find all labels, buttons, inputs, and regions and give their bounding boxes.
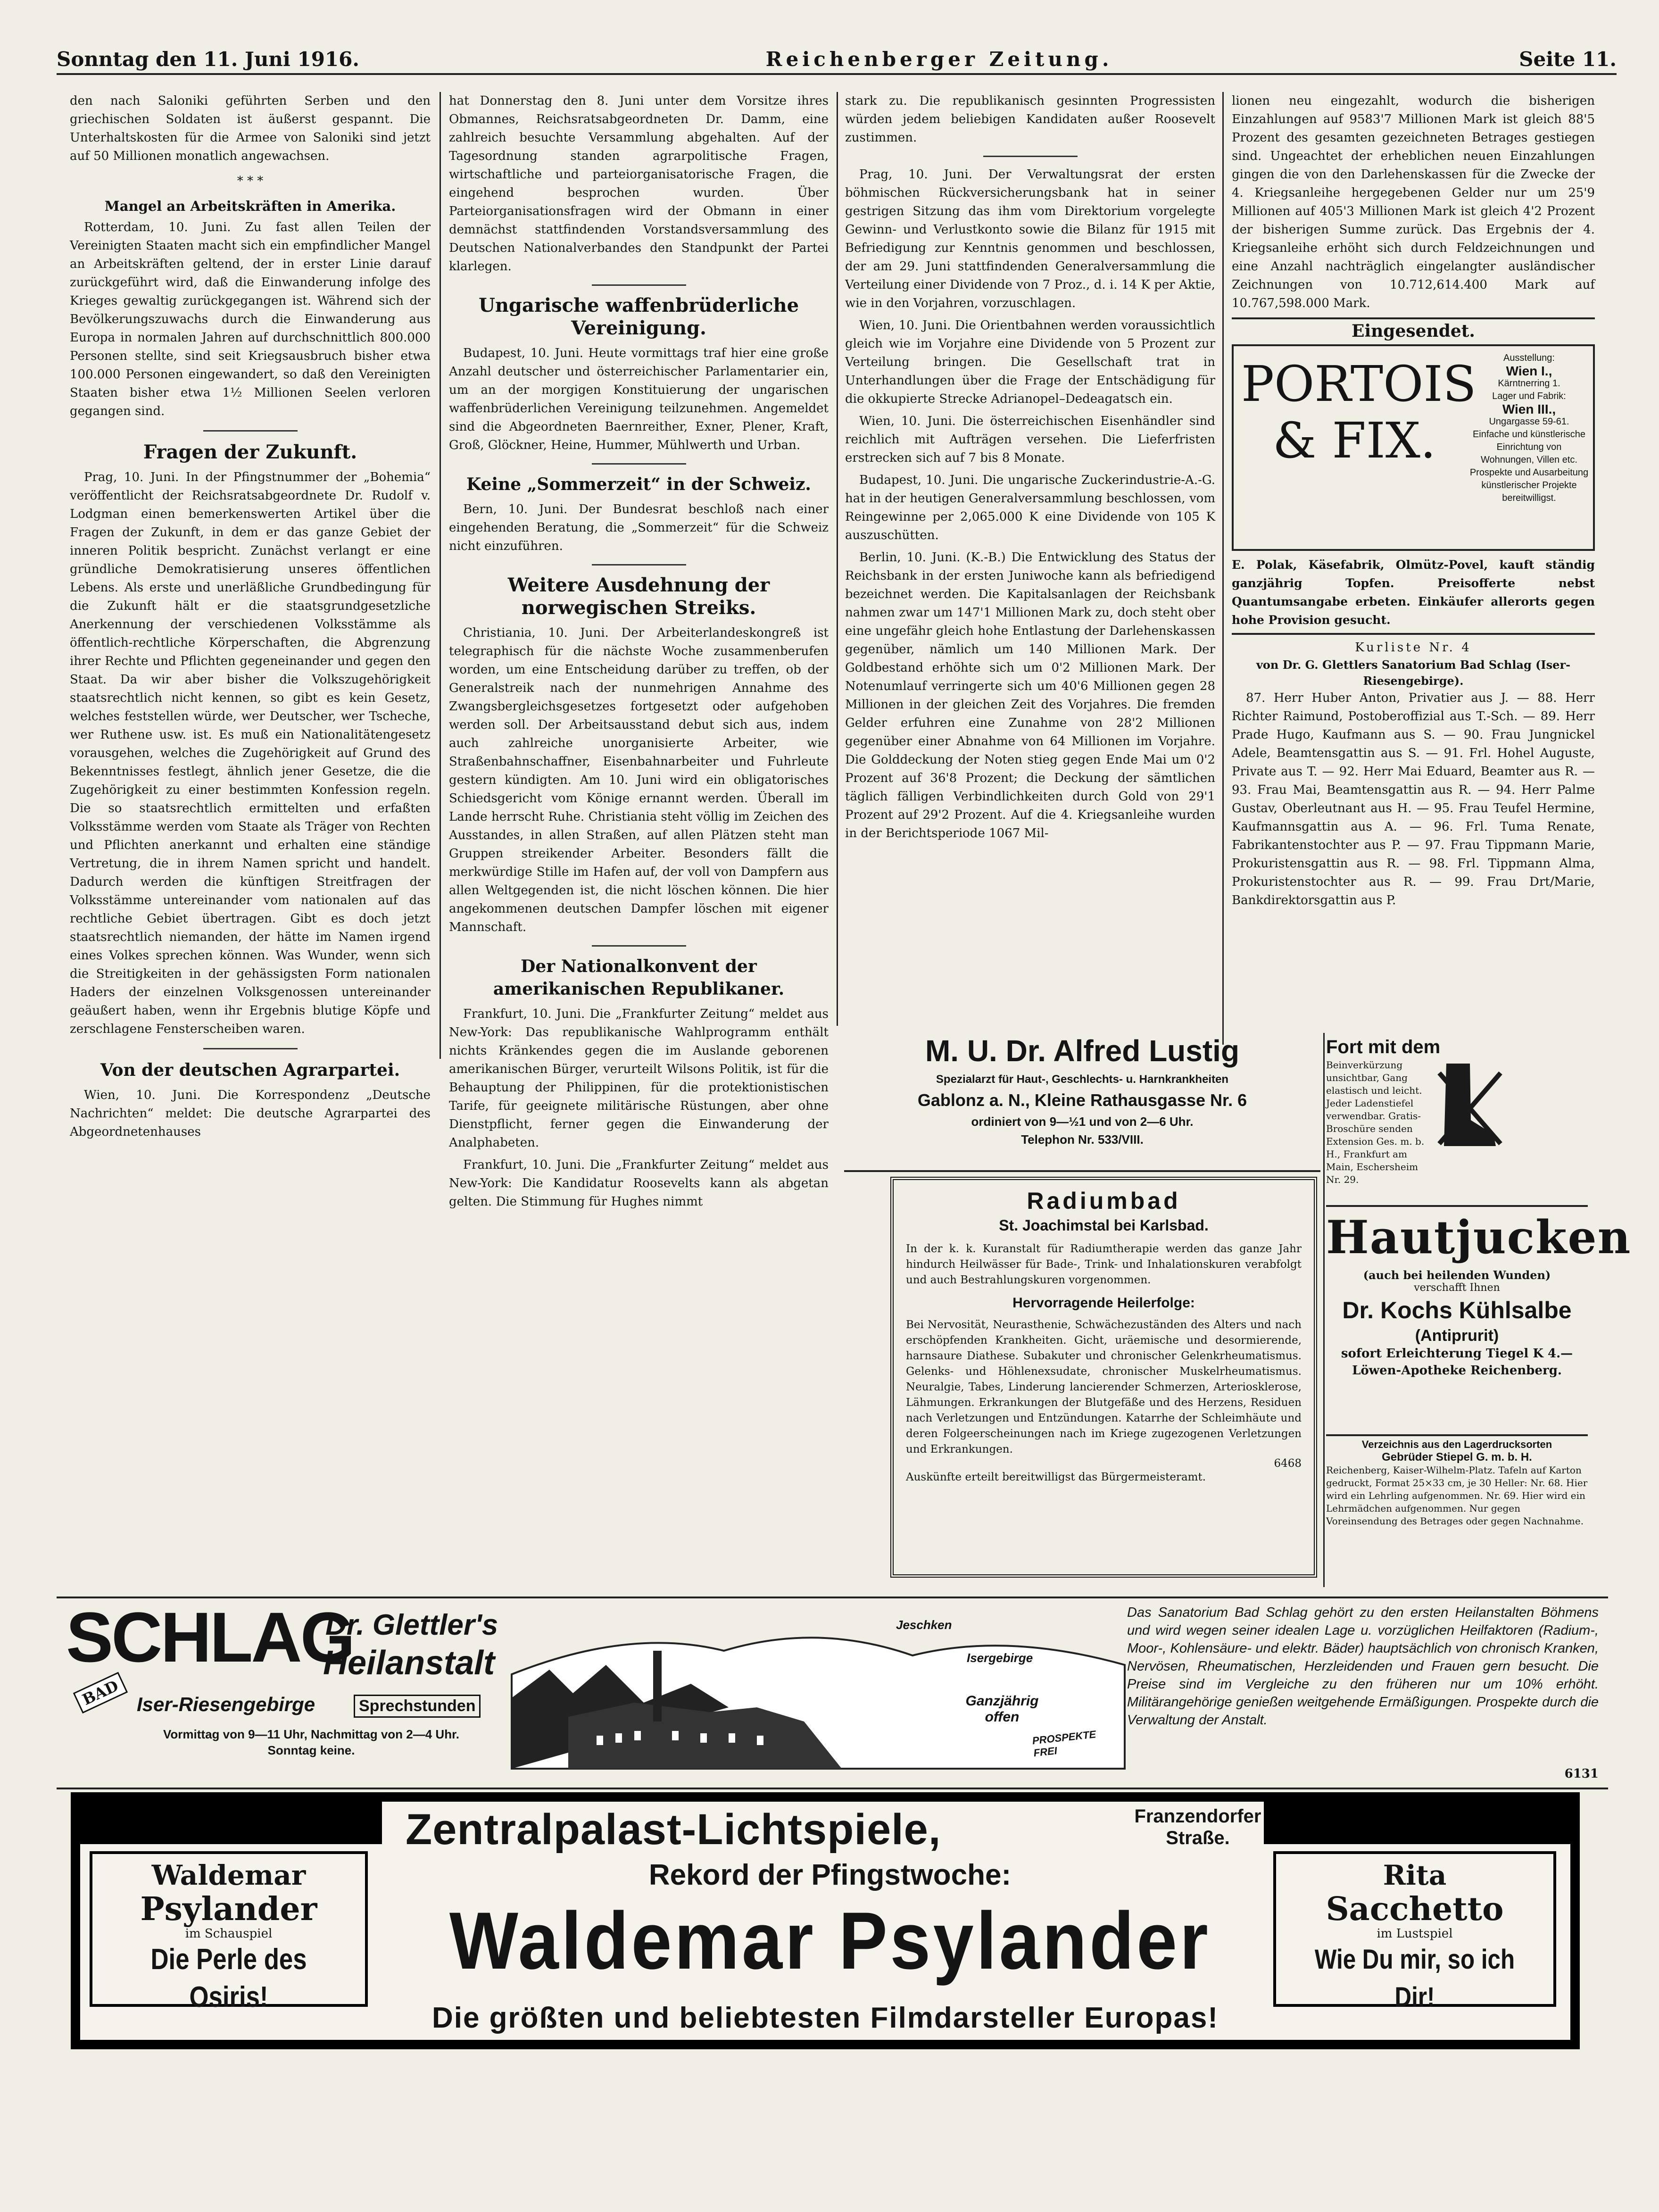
stiepel-body: Reichenberg, Kaiser-Wilhelm-Platz. Tafeln auf Karton gedruckt, Format 25×33 cm, je 30 Heller: Nr. 68. Hier wird ein Lehrling aufgenommen. Nr. 69. Hier wird ein Lehrmädchen aufgenommen. Nur gegen Voreinsendung des Betrages oder gegen Nachnahme. — [1326, 1464, 1588, 1527]
portois-text: Prospekte und Ausarbeitung künstlerischer Projekte bereitwilligst. — [1469, 467, 1589, 503]
portois-text: Lager und Fabrik: — [1492, 391, 1566, 401]
portois-fix-ad — [1232, 344, 1595, 551]
radium-title: Radiumbad — [1027, 1188, 1181, 1214]
right-name1: Rita — [1383, 1859, 1447, 1891]
article-heading: Ungarische waffenbrüderliche Vereinigung. — [478, 294, 799, 339]
stiepel-ad — [1326, 1439, 1588, 1587]
right-film-box — [1273, 1851, 1556, 2012]
column-3 — [845, 92, 1215, 1021]
fort-mit-dem-ad — [1326, 1035, 1505, 1203]
article-paragraph: Wien, 10. Juni. Die österreichischen Eisenhändler sind reichlich mit Aufträgen versehen. Die Lieferfristen erstrecken sich auf 7 bis 8 Monate. — [845, 414, 1215, 465]
page-number: Seite 11. — [1519, 47, 1617, 71]
kurliste-subtitle: von Dr. G. Glettlers Sanatorium Bad Schlag (Iser-Riesengebirge). — [1256, 658, 1571, 688]
kino-title: Zentralpalast-Lichtspiele, — [406, 1805, 941, 1854]
radium-subtitle: St. Joachimstal bei Karlsbad. — [999, 1217, 1209, 1234]
left-film: Die Perle des Osiris! — [150, 1943, 307, 2013]
radium-body2: Bei Nervosität, Neurasthenie, Schwächezuständen des Alters und nach erschöpfenden Krankheiten. Gicht, uräemische und desormierende, harnsaure Diathese. Subakuter und chronischer Gelenkrheumatismus. Gelenks- und Höhlenexsudate, chronischer Muskelrheumatismus. Neuralgie, Tabes, Linderung lancierender Schmerzen, Arteriosklerose, Lähmungen. Erkrankungen der Blutgefäße und des Herzens, Residuen nach Verletzungen und Entzündungen. Katarrhe der Schleimhäute und deren Folgeerscheinungen nach im Kriege zugezogenen Verletzungen und Erkrankungen. — [906, 1319, 1302, 1455]
kino-footer: Die größten und beliebtesten Filmdarsteller Europas! — [431, 2002, 1219, 2034]
haut-mid: verschafft Ihnen — [1414, 1282, 1500, 1294]
schlag-iser: Iser-Riesengebirge — [137, 1693, 315, 1715]
right-name2: Sacchetto — [1326, 1890, 1504, 1928]
article-paragraph: Bern, 10. Juni. Der Bundesrat beschloß nach einer eingehenden Beratung, die „Sommerzeit“ für die Schweiz nicht einzuführen. — [449, 502, 829, 553]
masthead: Reichenberger Zeitung. — [765, 47, 1113, 71]
right-sub: im Lustspiel — [1377, 1927, 1453, 1941]
schlag-prospekte: PROSPEKTE FREI — [1031, 1728, 1097, 1759]
article-heading: Der Nationalkonvent der amerikanischen Republikaner. — [493, 956, 785, 999]
radiumbad-ad — [890, 1177, 1317, 1578]
haut-anti: (Antiprurit) — [1415, 1327, 1499, 1345]
left-name1: Waldemar — [151, 1859, 306, 1891]
left-name2: Psylander — [140, 1890, 317, 1928]
portois-text: Ausstellung: — [1503, 353, 1555, 363]
schlag-isergebirge: Isergebirge — [967, 1651, 1033, 1665]
portois-text: Wien III., — [1502, 402, 1556, 416]
haut-rest: sofort Erleichterung Tiegel K 4.— Löwen-Apotheke Reichenberg. — [1341, 1347, 1573, 1378]
haut-brand: Dr. Kochs Kühlsalbe — [1342, 1297, 1572, 1323]
schlag-text: Das Sanatorium Bad Schlag gehört zu den ersten Heilanstalten Böhmens und wird wegen seiner idealen Lage u. vorzüglichen Heilfaktoren (Radium-, Moor-, Kohlensäure- und elektr. Bäder) hauptsächlich von chronisch Kranken, Nervösen, Rheumatischen, Herzleidenden und Frauen gern besucht. Die Preise sind im Vergleiche zu den früheren nur um 10% erhöht. Militärangehörige genießen weitgehende Ermäßigungen. Prospekte durch die Verwaltung der Anstalt. — [1127, 1605, 1599, 1728]
hautjucken-ad — [1326, 1205, 1632, 1436]
portois-text: Kärntnerring 1. — [1498, 378, 1560, 389]
schlag-big: SCHLAG — [66, 1597, 354, 1677]
header-date: Sonntag den 11. Juni 1916. — [57, 47, 359, 71]
lustig-address: Gablonz a. N., Kleine Rathausgasse Nr. 6 — [917, 1090, 1247, 1110]
kurliste-body: 87. Herr Huber Anton, Privatier aus J. — 88. Herr Richter Raimund, Postoberoffizial aus T.-Sch. — 89. Herr Prade Hugo, Kaufmann aus S. — 90. Frau Jungnickel Adele, Beamtensgattin aus S. — 91. Frl. Hohel Auguste, Private aus T. — 92. Herr Mai Eduard, Beamter aus R. — 93. Frau Mai, Beamtensgattin aus R. — 94. Herr Palme Gustav, Oberleutnant aus H. — 95. Frau Teufel Hermine, Kaufmannsgattin aus A. — 96. Frl. Tuma Renate, Fabrikantenstochter aus P. — 97. Frau Tippmann Marie, Prokuristensgattin aus R. — 98. Frl. Tippmann Alma, Prokuristenstochter aus R. — 99. Frau Drt/Marie, Bankdirektorsgattin aus P. — [1232, 691, 1595, 907]
article-paragraph: Frankfurt, 10. Juni. Die „Frankfurter Zeitung“ meldet aus New-York: Die Kandidatur Roosevelts kann als abgetan gelten. Die Stimmung für Hughes nimmt — [449, 1158, 829, 1209]
dr-lustig-ad — [844, 1031, 1320, 1172]
article-paragraph: hat Donnerstag den 8. Juni unter dem Vorsitze ihres Obmannes, Reichsratsabgeordneten Dr. Damm, eine zahlreich besuchte Versammlung abgehalten. Auf der Tagesordnung standen agrarpolitische Fragen, wirtschaftliche und parteiorganisatorische Fragen, die eingehend besprochen wurden. Über Parteiorganisationsfragen wird der Obmann in einer demnächst stattfindenden Vorstandsversammlung des Deutschen Nationalverbandes den Standpunkt der Partei klarlegen. — [449, 94, 829, 274]
radium-heading: Hervorragende Heilerfolge: — [1012, 1295, 1195, 1311]
schlag-times: Vormittag von 9—11 Uhr, Nachmittag von 2—4 Uhr. Sonntag keine. — [163, 1727, 459, 1757]
portois-text: Einfache und künstlerische Einrichtung von Wohnungen, Villen etc. — [1472, 429, 1586, 465]
lustig-name: M. U. Dr. Alfred Lustig — [925, 1034, 1240, 1068]
article-paragraph: Frankfurt, 10. Juni. Die „Frankfurter Zeitung“ meldet aus New-York: Das republikanische Wahlprogramm enthält nichts Kränkendes gegen die im Auslande geborenen amerikanischen Bürger, verurteilt Wilsons Politik, ist für die Behauptung der Philippinen, für die protektionistischen Tarife, für geeignete militärische Rüstungen, aber ohne Dienstpflicht, ferner gegen die Einwanderung der Analphabeten. — [449, 1007, 829, 1150]
article-paragraph: lionen neu eingezahlt, wodurch die bisherigen Einzahlungen auf 9583'7 Millionen Mark ist gleich 88'5 Prozent des gesamten gezeichneten Betrages gestiegen sind. Ungeachtet der erheblichen neuen Einzahlungen gingen die von den Darlehenskassen für die Zwecke der 4. Kriegsanleihe hergegebenen Gelder nur um 25'9 Millionen auf 405'3 Millionen Mark ist gleich 4'2 Prozent der bisherigen Summe zurück. Das Ergebnis der 4. Kriegsanleihe erhöht sich durch Feldzeichnungen und eine Anzahl nachträglich eingelangter ausländischer Zeichnungen von 10.712,614.400 Mark auf 10.767,598.000 Mark. — [1232, 94, 1595, 310]
article-paragraph: Berlin, 10. Juni. (K.-B.) Die Entwicklung des Status der Reichsbank in der ersten Juniwoche kann als befriedigend bezeichnet werden. Die Kapitalsanlagen der Reichsbank nahmen zwar um 147'1 Millionen Mark zu, doch steht ober eine ungefähr gleich hohe Entlastung der Darlehenskassen gegenüber, nämlich um 140 Millionen Mark. Der Goldbestand erhöhte sich um 0'2 Millionen Mark. Der Notenumlauf verringerte sich um 40'6 Millionen gegen 28 Millionen in der gleichen Zeit des Vorjahres. Die fremden Gelder erfuhren eine Zunahme von 28'2 Millionen gegenüber einer Abnahme von 64 Millionen im Vorjahre. Die Golddeckung der Noten stieg gegen Ende Mai um 0'2 Prozent auf 36'8 Prozent; die Deckung der sämtlichen täglich fälligen Verbindlichkeiten durch Gold von 29'1 Prozent auf 29'2 Prozent. Auf die 4. Kriegsanleihe wurden in der Berichtsperiode 1067 Mil- — [845, 550, 1215, 840]
kino-rekord: Rekord der Pfingstwoche: — [648, 1859, 1012, 1891]
article-paragraph: Rotterdam, 10. Juni. Zu fast allen Teilen der Vereinigten Staaten macht sich ein empfindlicher Mangel an Arbeitskräften geltend, der in erster Linie darauf zurückgeführt wird, daß die Einwanderung infolge des Krieges gewaltig zurückgegangen ist. Während sich der Bevölkerungszuwachs durch die Einwanderung aus Europa in normalen Jahren auf durchschnittlich 800.000 Personen stellte, sind seit Kriegsausbruch bisher etwa 100.000 Personen eingewandert, so daß den Vereinigten Staaten bisher etwa 1½ Millionen Seelen verloren gegangen sind. — [70, 220, 431, 418]
zentralpalast-ad — [71, 1792, 1580, 2049]
boot-icon — [1437, 1054, 1503, 1153]
stiepel-title: Verzeichnis aus den Lagerdrucksorten — [1361, 1439, 1552, 1450]
article-heading: Von der deutschen Agrarpartei. — [100, 1060, 400, 1080]
article-paragraph: Prag, 10. Juni. Der Verwaltungsrat der ersten böhmischen Rückversicherungsbank hat in seiner gestrigen Sitzung das ihm vom Direktorium vorgelegte Gewinn- und Verlustkonto sowie die Bilanz für 1915 mit Befriedigung zur Kenntnis genommen und beschlossen, der am 29. Juni stattfindenden Generalversammlung die Verteilung einer Dividende von 7 Proz., d. i. 14 K per Aktie, wie in den Vorjahren, vorzuschlagen. — [845, 167, 1215, 310]
stiepel-firm: Gebrüder Stiepel G. m. b. H. — [1382, 1451, 1532, 1464]
lustig-phone: Telephon Nr. 533/VIII. — [1021, 1132, 1144, 1147]
column-4 — [1232, 92, 1595, 1035]
article-paragraph: den nach Saloniki geführten Serben und den griechischen Soldaten ist äußerst gespannt. Die Unterhaltskosten für die Armee von Saloniki sind jetzt auf 50 Millionen monatlich angewachsen. — [70, 94, 431, 163]
article-paragraph: Prag, 10. Juni. In der Pfingstnummer der „Bohemia“ veröffentlicht der Reichsratsabgeordnete Dr. Rudolf v. Lodgman einen bemerkenswerten Artikel über die Fragen der Zukunft, in dem er das ganze Gebiet der inneren Politik bespricht. Zunächst verlangt er eine gründliche Demokratisierung unseres öffentlichen Lebens. Als erste und unerläßliche Grundbedingung für die Zukunft hält er die staatsgrundgesetzliche Anerkennung der verschiedenen Volksstämme als öffentlich-rechtliche Körperschaften, die Abgrenzung ihrer Rechte und Pflichten gegeneinander und gegen den Staat. Da wir aber bisher die Volkszugehörigkeit staatsrechtlich nicht kennen, so gibt es kein Gesetz, welches feststellen würde, wer Deutscher, wer Tscheche, wer Ruthene usw. ist. Es muß ein Nationalitätengesetz vorausgehen, welches die Zugehörigkeit auf Grund des Bekenntnisses festlegt, ähnlich jener Gesetze, die die Zugehörigkeit zu einer bestimmten Konfession regeln. Die so staatsrechtlich ermittelten und erfaßten Volksstämme werden vom Staate als Träger von Rechten und Pflichten anerkannt und erhalten eine ständige Vertretung, die in ihrem Namen spricht und handelt. Dadurch werden die künftigen Streitfragen der Volksstämme untereinander vom nationalen auf das rechtliche Gebiet übertragen. Gibt es doch jetzt staatsrechtlich niemanden, der hätte im Namen irgend eines Volkes sprechen können. Was Wunder, wenn sich die Streitigkeiten in der gehässigsten Form nationalen Haders der einzelnen Volksgenossen untereinander geäußert haben, wenn ihr Ergebnis blutige Köpfe und zerschlagene Fensterscheiben waren. — [70, 470, 431, 1036]
left-sub: im Schauspiel — [185, 1927, 273, 1941]
article-paragraph: Budapest, 10. Juni. Die ungarische Zuckerindustrie-A.-G. hat in der heutigen Generalversammlung beschlossen, vom Reingewinne per 2,065.000 K eine Dividende von 105 K auszuschütten. — [845, 473, 1215, 542]
portois-text: Wien I., — [1506, 364, 1552, 378]
schlag-jeschken: Jeschken — [896, 1618, 952, 1632]
schlag-sprech: Sprechstunden — [354, 1695, 481, 1718]
radium-footer: Auskünfte erteilt bereitwilligst das Bürgermeisteramt. — [906, 1471, 1206, 1483]
article-paragraph: Wien, 10. Juni. Die Orientbahnen werden voraussichtlich gleich wie im Vorjahre eine Dividende von 5 Prozent zur Verteilung bringen. Die Gesellschaft trat in Unterhandlungen über die Frage der Entschädigung für die okkupierte Strecke Adrianopel–Dedeagatsch ein. — [845, 318, 1215, 406]
radium-code: 6468 — [1274, 1457, 1302, 1470]
right-film: Wie Du mir, so ich Dir! — [1314, 1944, 1515, 2012]
polak-ad: E. Polak, Käsefabrik, Olmütz-Povel, kauft ständig ganzjährig Topfen. Preisofferte nebst Quantumsangabe erbeten. Einkäufer allerorts gegen hohe Provision gesucht. — [1232, 556, 1595, 635]
schlag-bad: BAD — [73, 1672, 128, 1713]
kino-street: Franzendorfer Straße. — [1134, 1806, 1261, 1848]
schlag-code: 6131 — [1564, 1767, 1599, 1781]
bad-schlag-ad — [61, 1597, 1603, 1783]
lustig-hours: ordiniert von 9—½1 und von 2—6 Uhr. — [971, 1114, 1194, 1129]
kino-star: Waldemar Psylander — [449, 1896, 1211, 1986]
kurliste-title: Kurliste Nr. 4 — [1355, 640, 1472, 655]
fort-text: Beinverkürzung unsichtbar, Gang elastisch und leicht. Jeder Ladenstiefel verwendbar. Gratis-Broschüre senden Extension Ges. m. b. H., Frankfurt am Main, Eschersheim Nr. 29. — [1326, 1059, 1425, 1185]
column-2 — [449, 92, 829, 1209]
section-heading: Eingesendet. — [1352, 321, 1475, 341]
schlag-logo — [61, 1597, 514, 1780]
article-heading: Keine „Sommerzeit“ in der Schweiz. — [466, 474, 811, 494]
column-1 — [70, 92, 431, 1139]
schlag-ganzjaehrig: Ganzjährig offen — [965, 1693, 1039, 1725]
schlag-heil: Heilanstalt — [323, 1644, 495, 1682]
haut-sub: (auch bei heilenden Wunden) — [1363, 1268, 1551, 1282]
lustig-specialty: Spezialarzt für Haut-, Geschlechts- u. Harnkrankheiten — [936, 1073, 1229, 1086]
article-heading: Fragen der Zukunft. — [143, 441, 357, 463]
article-paragraph: Wien, 10. Juni. Die Korrespondenz „Deutsche Nachrichten“ meldet: Die deutsche Agrarpartei des Abgeordnetenhauses — [70, 1088, 431, 1139]
radium-body: In der k. k. Kuranstalt für Radiumtherapie werden das ganze Jahr hindurch Heilwässer für Bade-, Trink- und Inhalationskuren verabfolgt und auch Bestrahlungskuren vorgenommen. — [906, 1243, 1302, 1286]
article-paragraph: Christiania, 10. Juni. Der Arbeiterlandeskongreß ist telegraphisch für die nächste Woche zusammenberufen worden, um eine Entscheidung darüber zu treffen, ob der Generalstreik nach der nunmehrigen Annahme des Zwangsbergleichsgesetzes fortgesetzt oder aufgehoben werden soll. Der Arbeitsausstand debut sich aus, indem auch zahlreiche unorganisierte Arbeiter, wie Straßenbahnschaffner, Eisenbahnarbeiter und Fuhrleute gestern kündigten. Am 10. Juni wird ein obligatorisches Schiedsgericht vom Könige ernannt werden. Überall im Lande herrscht Ruhe. Christiania steht völlig im Zeichen des Ausstandes, in allen Straßen, auf allen Plätzen steht man Gruppen streikender Arbeiter. Besonders fällt die merkwürdige Stille im Hafen auf, der voll von Dampfern aus allen Weltgegenden ist, die nicht löschen können. Die hier angekommenen deutschen Dampfer löschen mit eigener Mannschaft. — [449, 626, 829, 934]
article-heading: Weitere Ausdehnung der norwegischen Streiks. — [507, 574, 770, 619]
portois-text: Ungargasse 59-61. — [1489, 416, 1569, 427]
portois-logo: PORTOIS & FIX. — [1241, 355, 1477, 469]
separator-stars: * * * — [237, 174, 264, 188]
schlag-dr: Dr. Glettler's — [325, 1609, 498, 1641]
left-film-box — [90, 1851, 368, 2013]
article-paragraph: Budapest, 10. Juni. Heute vormittags traf hier eine große Anzahl deutscher und österreichischer Parlamentarier ein, um an der morgigen Konstituierung der ungarischen waffenbrüderlichen Vereinigung teilzunehmen. Angemeldet sind die Abgeordneten Baernreither, Exner, Plener, Kraft, Groß, Glöckner, Heine, Hummer, Mühlwerth und Urban. — [449, 346, 829, 452]
article-heading: Mangel an Arbeitskräften in Amerika. — [104, 198, 396, 214]
article-paragraph: stark zu. Die republikanisch gesinnten Progressisten würden jedem beliebigen Kandidaten außer Roosevelt zustimmen. — [845, 94, 1215, 145]
haut-big: Hautjucken — [1326, 1211, 1632, 1264]
page-header — [57, 45, 1617, 75]
fort-title: Fort mit dem — [1326, 1037, 1441, 1057]
